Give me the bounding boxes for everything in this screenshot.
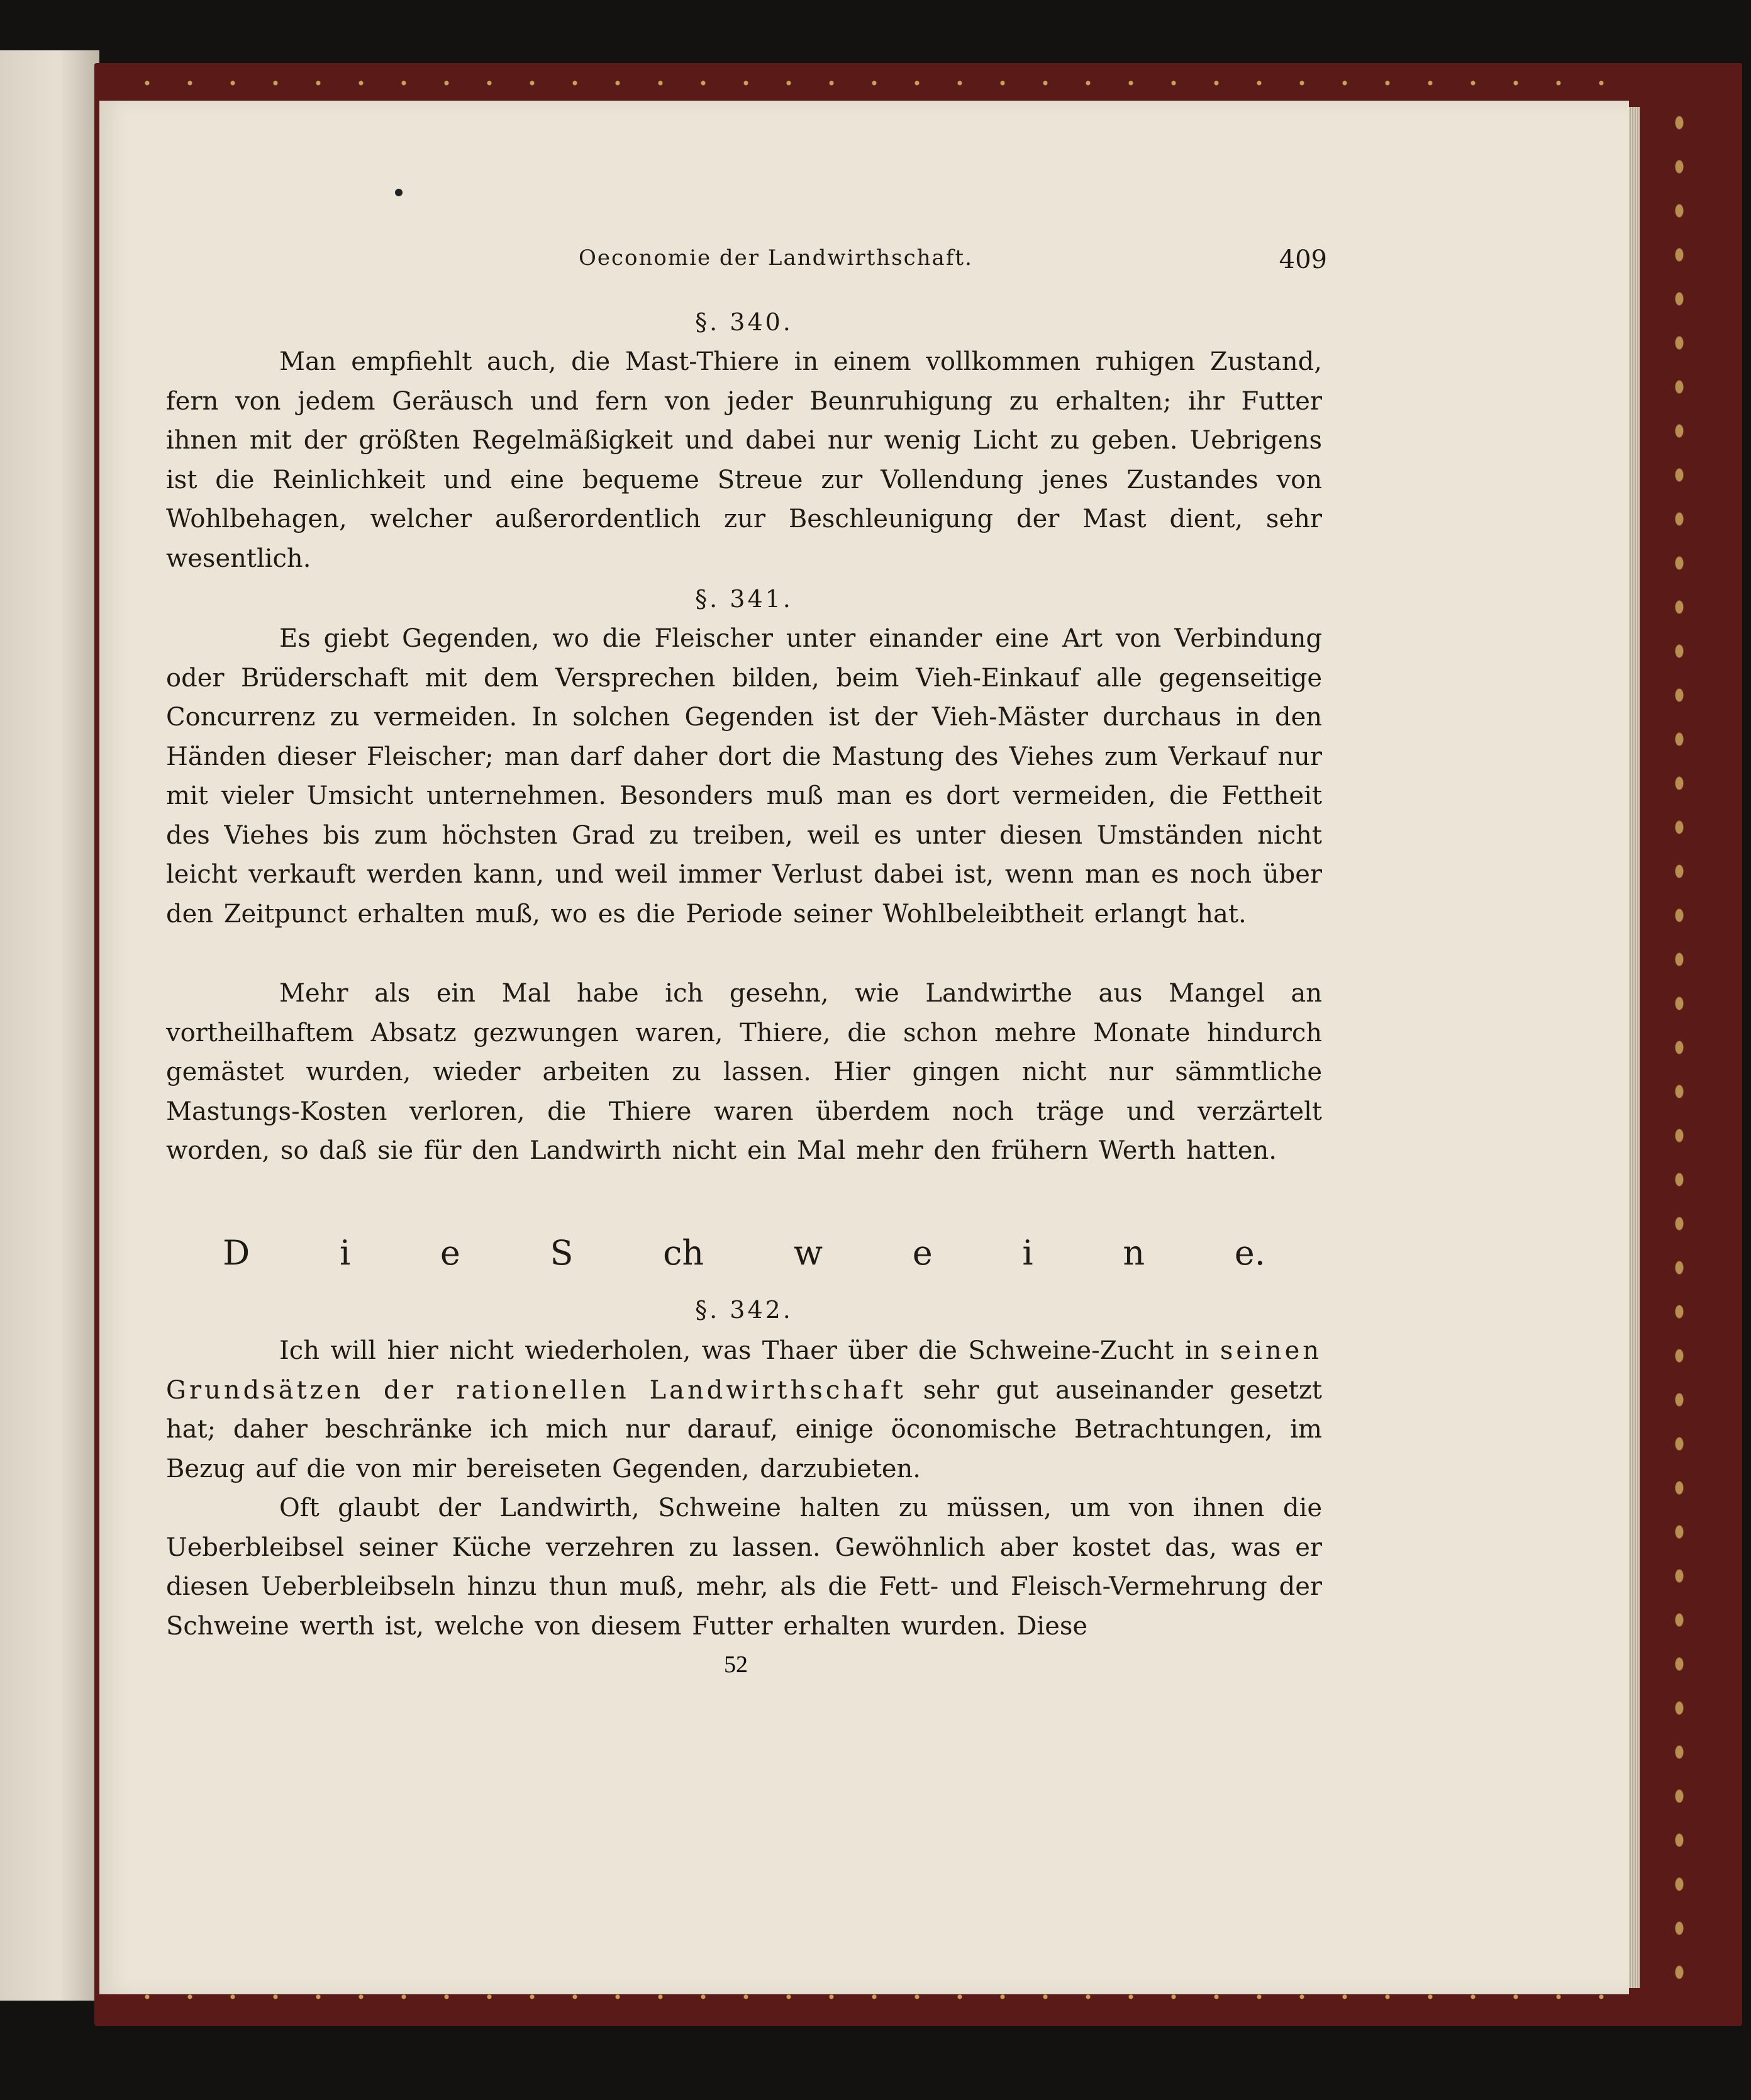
book-title-spaced: seinen Grundsätzen der rationellen Landwirthschaft [166,1336,1323,1405]
paragraph-text: sehr gut auseinander gesetzt hat; daher beschränke ich mich nur darauf, einige öconomische Betrachtungen, im Bezug auf die von mir bereiseten Gegenden, darzubieten. [166,1375,1322,1483]
heading-letter: e [440,1233,460,1273]
heading-letter: ch [663,1233,704,1273]
section-number: §. 340. [695,308,793,336]
paragraph: Es giebt Gegenden, wo die Fleischer unter einander eine Art von Verbindung oder Brüderschaft mit dem Versprechen bilden, beim Vieh-Einkauf alle gegenseitige Concurrenz zu vermeiden. In solchen Gegenden ist der Vieh-Mäster durchaus in den Händen dieser Fleischer; man darf daher dort die Mastung des Viehes zum Verkauf nur mit vieler Umsicht unternehmen. Besonders muß man es dort vermeiden, die Fettheit des Viehes bis zum höchsten Grad zu treiben, weil es unter diesen Umständen nicht leicht verkauft werden kann, und weil immer Verlust dabei ist, wenn man es noch über den Zeitpunct erhalten muß, wo es die Periode seiner Wohlbeleibtheit erlangt hat. [166,624,1322,929]
cover-ornament-top [126,81,1635,86]
heading-letter: D [223,1233,250,1273]
heading-letter: e [912,1233,933,1273]
paragraph [166,1331,1322,1488]
facing-page-edge [0,50,99,2001]
heading-letter: w [793,1233,823,1273]
heading-letter: i [339,1233,351,1273]
paragraph: Man empfiehlt auch, die Mast-Thiere in einem vollkommen ruhigen Zustand, fern von jedem Geräusch und fern von jeder Beunruhigung zu erhalten; ihr Futter ihnen mit der größten Regelmäßigkeit und dabei nur wenig Licht zu geben. Uebrigens ist die Reinlichkeit und eine bequeme Streue zur Vollendung jenes Zustandes von Wohlbehagen, welcher außerordentlich zur Beschleunigung der Mast dient, sehr wesentlich. [166,347,1322,573]
section-number: §. 341. [695,585,793,613]
heading-letter: n [1123,1233,1145,1273]
running-header [264,245,1327,283]
page-number: 409 [1279,245,1327,274]
cover-ornament-bottom [126,1994,1635,1999]
section-number: §. 342. [695,1296,793,1324]
heading-letter: e. [1234,1233,1265,1273]
paragraph-text: Ich will hier nicht wiederholen, was Thaer über die Schweine-Zucht in [279,1336,1209,1365]
paragraph: Oft glaubt der Landwirth, Schweine halten zu müssen, um von ihnen die Ueberbleibsel seiner Küche verzehren zu lassen. Gewöhnlich aber kostet das, was er diesen Ueberbleibseln hinzu thun muß, mehr, als die Fett- und Fleisch-Vermehrung der Schweine werth ist, welche von diesem Futter erhalten wurden. Diese [166,1494,1322,1641]
heading-letter: i [1022,1233,1033,1273]
heading-letter: S [550,1233,574,1273]
paragraph: Mehr als ein Mal habe ich gesehn, wie Landwirthe aus Mangel an vortheilhaftem Absatz gezwungen waren, Thiere, die schon mehre Monate hindurch gemästet wurden, wieder arbeiten zu lassen. Hier gingen nicht nur sämmtliche Mastungs-Kosten verloren, die Thiere waren überdem noch träge und verzärtelt worden, so daß sie für den Landwirth nicht ein Mal mehr den frühern Werth hatten. [166,979,1322,1165]
ink-spot [395,189,403,196]
signature-mark: 52 [724,1651,748,1678]
text-block [166,308,1322,1692]
cover-vine-ornament [1667,101,1692,1988]
running-title: Oeconomie der Landwirthschaft. [579,245,973,271]
section-heading [166,1233,1322,1273]
